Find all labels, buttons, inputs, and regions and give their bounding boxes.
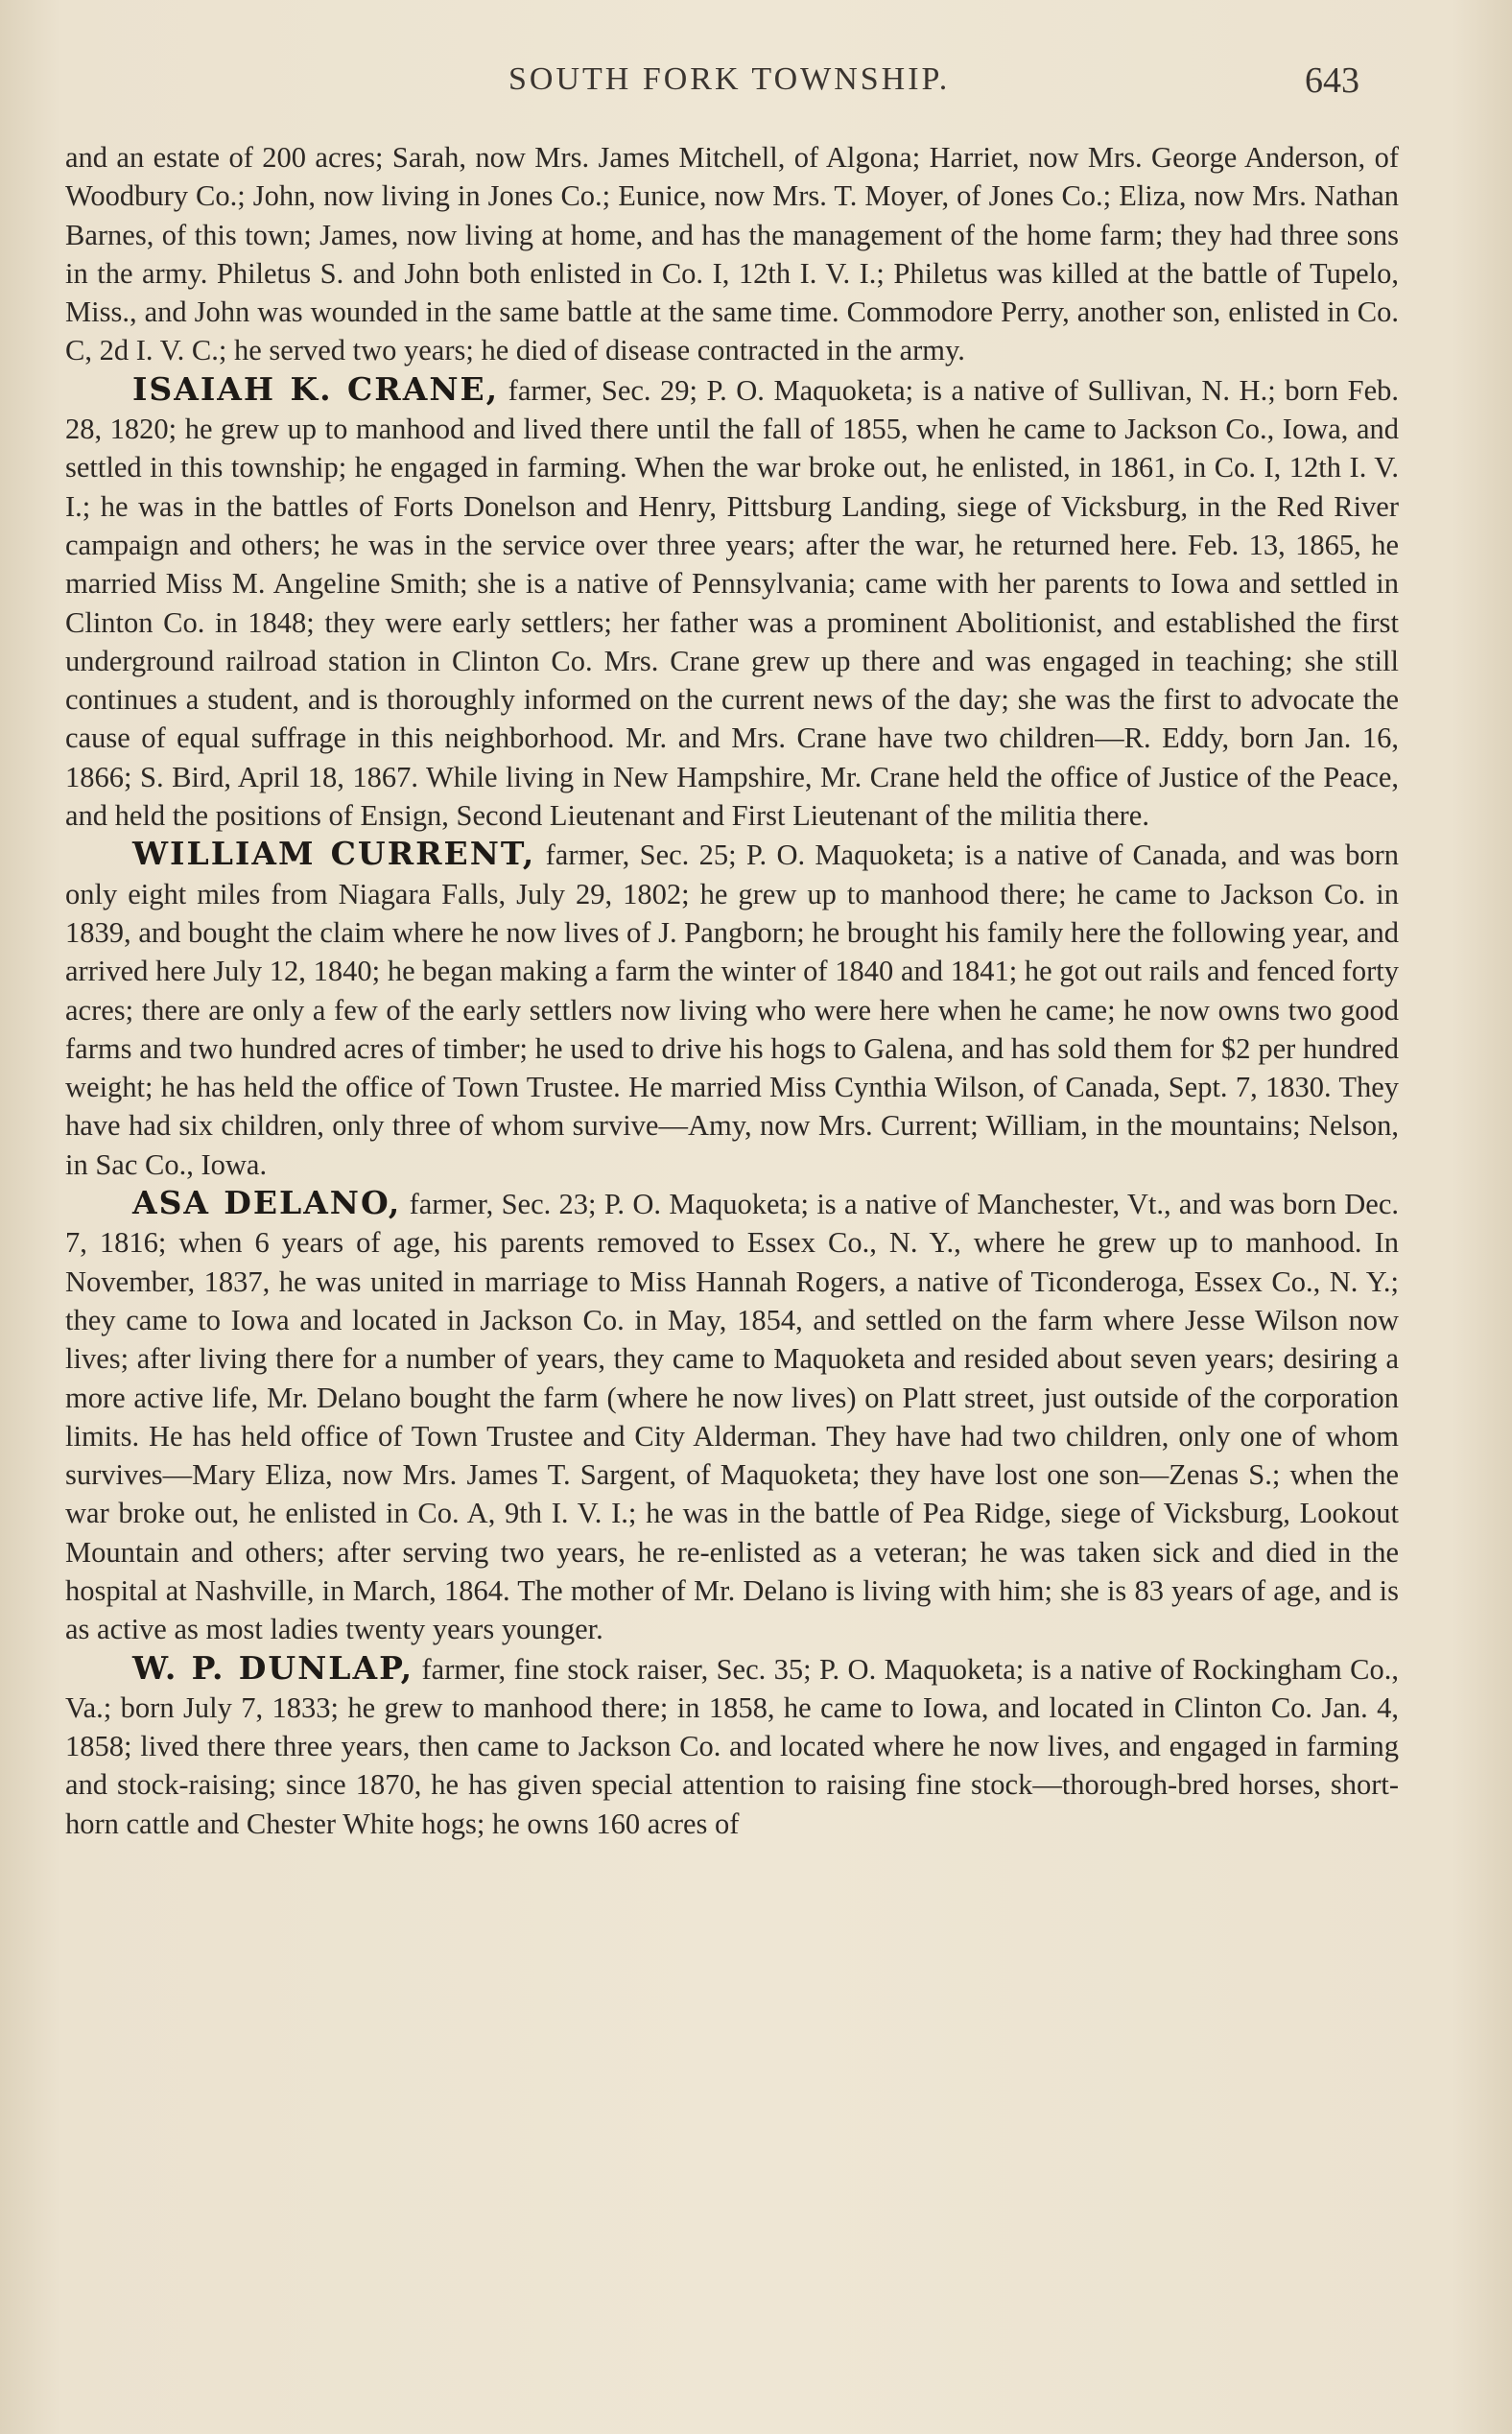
paragraph-text: farmer, Sec. 23; P. O. Maquoketa; is a native of Manchester, Vt., and was born Dec. 7, 1816; when 6 years of age, his parents removed to Essex Co., N. Y., where he grew up to manhood. In November, 1837, he was united in marriage to Miss Hannah Rogers, a native of Ticonderoga, Essex Co., N. Y.; they came to Iowa and located in Jackson Co. in May, 1854, and settled on the farm where Jesse Wilson now lives; after living there for a number of years, they came to Maquoketa and resided about seven years; desiring a more active life, Mr. Delano bought the farm (where he now lives) on Platt street, just outside of the corporation limits. He has held office of Town Trustee and City Alderman. They have had two children, only one of whom survives—Mary Eliza, now Mrs. James T. Sargent, of Maquoketa; they have lost one son—Zenas S.; when the war broke out, he enlisted in Co. A, 9th I. V. I.; he was in the battle of Pea Ridge, siege of Vicksburg, Lookout Mountain and others; after serving two years, he re-enlisted as a veteran; he was taken sick and died in the hospital at Nashville, in March, 1864. The mother of Mr. Delano is living with him; she is 83 years of age, and is as active as most ladies twenty years younger. xyxy=(65,1188,1399,1646)
biography-asa-delano xyxy=(65,1184,1399,1649)
biography-william-current xyxy=(65,835,1399,1184)
biography-name: ASA DELANO, xyxy=(132,1184,402,1222)
paragraph-continuation xyxy=(65,138,1399,370)
biography-name: WILLIAM CURRENT, xyxy=(132,835,536,873)
biography-name: ISAIAH K. CRANE, xyxy=(132,369,500,408)
biography-isaiah-k-crane xyxy=(65,370,1399,836)
paragraph-text: and an estate of 200 acres; Sarah, now Mrs. James Mitchell, of Algona; Harriet, now Mrs. George Anderson, of Woodbury Co.; John, now living in Jones Co.; Eunice, now Mrs. T. Moyer, of Jones Co.; Eliza, now Mrs. Nathan Barnes, of this town; James, now living at home, and has the management of the home farm; they had three sons in the army. Philetus S. and John both enlisted in Co. I, 12th I. V. I.; Philetus was killed at the battle of Tupelo, Miss., and John was wounded in the same battle at the same time. Commodore Perry, another son, enlisted in Co. C, 2d I. V. C.; he served two years; he died of disease contracted in the army. xyxy=(65,141,1399,367)
paragraph-text: farmer, Sec. 29; P. O. Maquoketa; is a native of Sullivan, N. H.; born Feb. 28, 1820; he grew up to manhood and lived there until the fall of 1855, when he came to Jackson Co., Iowa, and settled in this township; he engaged in farming. When the war broke out, he enlisted, in 1861, in Co. I, 12th I. V. I.; he was in the battles of Forts Donelson and Henry, Pittsburg Landing, siege of Vicksburg, in the Red River campaign and others; he was in the service over three years; after the war, he returned here. Feb. 13, 1865, he married Miss M. Angeline Smith; she is a native of Pennsylvania; came with her parents to Iowa and settled in Clinton Co. in 1848; they were early settlers; her father was a prominent Abolitionist, and established the first underground railroad station in Clinton Co. Mrs. Crane grew up there and was engaged in teaching; she still continues a student, and is thoroughly informed on the current news of the day; she was the first to advocate the cause of equal suffrage in this neighborhood. Mr. and Mrs. Crane have two children—R. Eddy, born Jan. 16, 1866; S. Bird, April 18, 1867. While living in New Hampshire, Mr. Crane held the office of Justice of the Peace, and held the positions of Ensign, Second Lieutenant and First Lieutenant of the militia there. xyxy=(65,373,1399,833)
body-text xyxy=(65,138,1399,1843)
page-number: 643 xyxy=(1305,60,1359,101)
biography-w-p-dunlap xyxy=(65,1649,1399,1843)
page-header xyxy=(0,59,1512,117)
biography-name: W. P. DUNLAP, xyxy=(132,1648,414,1687)
paragraph-text: farmer, Sec. 25; P. O. Maquoketa; is a native of Canada, and was born only eight miles from Niagara Falls, July 29, 1802; he grew up to manhood there; he came to Jackson Co. in 1839, and bought the claim where he now lives of J. Pangborn; he brought his family here the following year, and arrived here July 12, 1840; he began making a farm the winter of 1840 and 1841; he got out rails and fenced forty acres; there are only a few of the early settlers now living who were here when he came; he now owns two good farms and two hundred acres of timber; he used to drive his hogs to Galena, and has sold them for $2 per hundred weight; he has held the office of Town Trustee. He married Miss Cynthia Wilson, of Canada, Sept. 7, 1830. They have had six children, only three of whom survive—Amy, now Mrs. Current; William, in the mountains; Nelson, in Sac Co., Iowa. xyxy=(65,839,1399,1181)
running-head: SOUTH FORK TOWNSHIP. xyxy=(508,61,951,97)
paragraph-text: farmer, fine stock raiser, Sec. 35; P. O. Maquoketa; is a native of Rockingham Co., Va.; born July 7, 1833; he grew to manhood there; in 1858, he came to Iowa, and located in Clinton Co. Jan. 4, 1858; lived there three years, then came to Jackson Co. and located where he now lives, and engaged in farming and stock-raising; since 1870, he has given special attention to raising fine stock—thorough-bred horses, short-horn cattle and Chester White hogs; he owns 160 acres of xyxy=(65,1652,1399,1840)
